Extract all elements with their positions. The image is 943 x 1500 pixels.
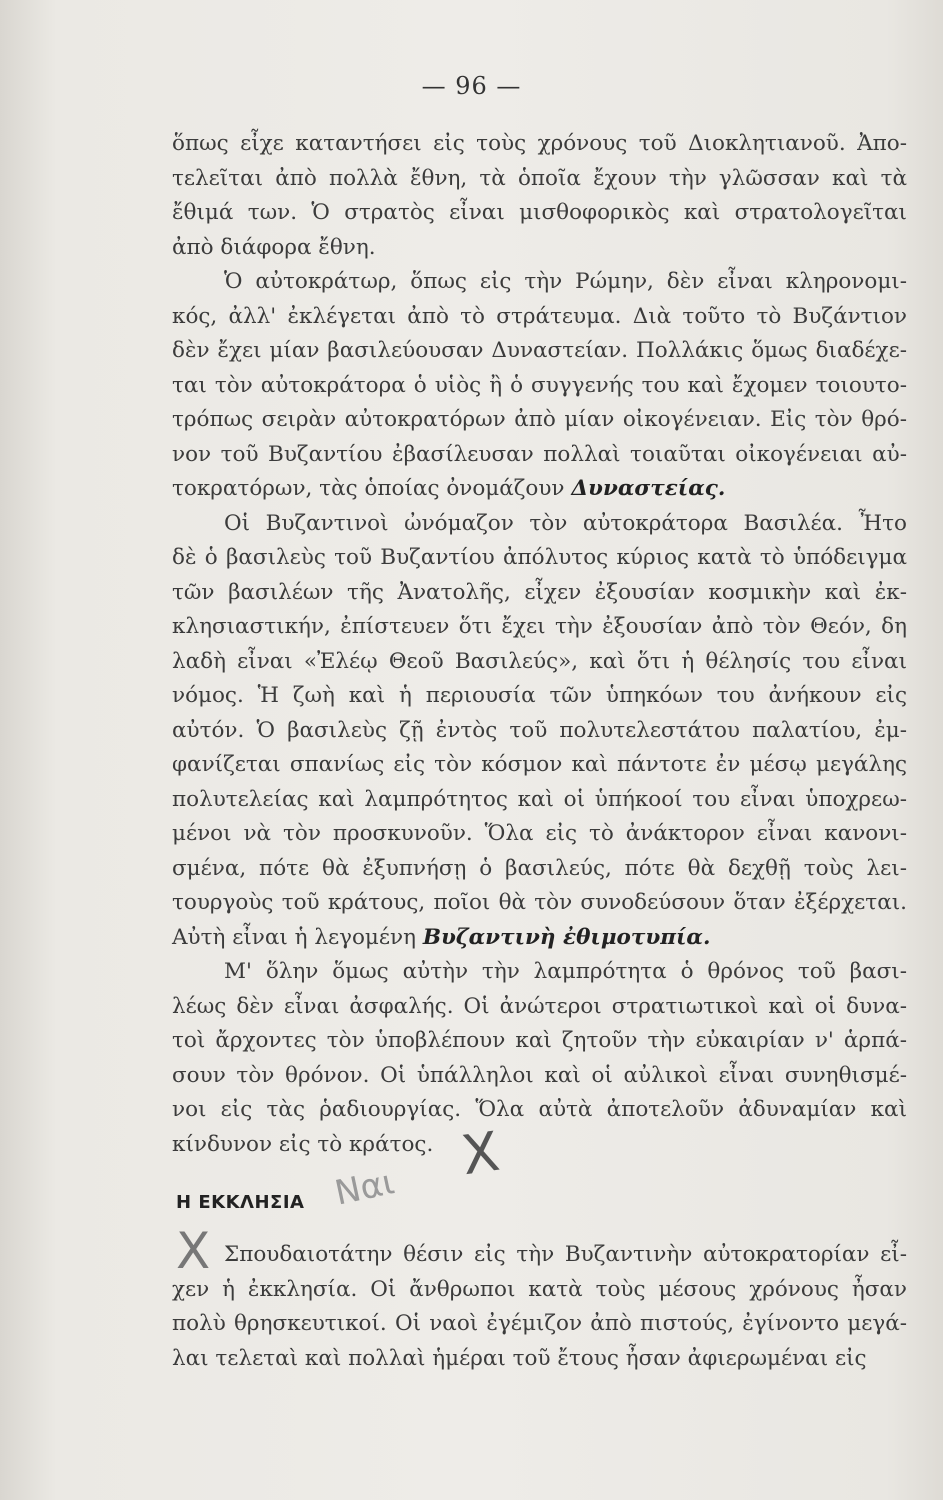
text-line — [172, 403, 907, 438]
handwritten-note: Ναι — [331, 1162, 398, 1214]
section-heading: Η ΕΚΚΛΗΣΙΑ — [176, 1192, 305, 1213]
text-line — [172, 852, 907, 887]
line-text: Αὐτὴ εἶναι ἡ λεγομένη — [172, 924, 416, 950]
line-text: λέως δὲν εἶναι ἀσφαλής. Οἱ ἀνώτεροι στρατιωτικοὶ καὶ οἱ δυνα- — [172, 993, 907, 1019]
text-line — [172, 679, 907, 714]
text-line — [172, 507, 907, 542]
text-line — [172, 300, 907, 335]
line-text: λαι τελεταὶ καὶ πολλαὶ ἡμέραι τοῦ ἔτους ἦσαν ἀφιερωμέναι εἰς — [172, 1345, 867, 1371]
text-line — [172, 576, 907, 611]
text-line — [172, 1059, 907, 1094]
line-text: αὐτόν. Ὁ βασιλεὺς ζῇ ἐντὸς τοῦ πολυτελεστάτου παλατίου, ἐμ- — [172, 717, 907, 743]
line-text: Σπουδαιοτάτην θέσιν εἰς τὴν Βυζαντινὴν αὐτοκρατορίαν εἶ- — [224, 1242, 907, 1267]
line-text: νοι εἰς τὰς ῥαδιουργίας. Ὅλα αὐτὰ ἀποτελοῦν ἀδυναμίαν καὶ — [172, 1097, 907, 1122]
line-text: φανίζεται σπανίως εἰς τὸν κόσμον καὶ πάντοτε ἐν μέσῳ μεγάλης — [172, 752, 907, 777]
text-line — [172, 714, 907, 749]
line-text: κίνδυνον εἰς τὸ κράτος. — [172, 1131, 434, 1157]
text-line — [172, 990, 907, 1025]
text-line — [172, 1024, 907, 1059]
text-line — [172, 1273, 907, 1308]
text-line — [172, 783, 907, 818]
page-number: — 96 — — [421, 72, 522, 100]
text-line — [172, 955, 907, 990]
line-text: τῶν βασιλέων τῆς Ἀνατολῆς, εἶχεν ἐξουσίαν κοσμικὴν καὶ ἐκ- — [172, 579, 907, 605]
line-text: δὲν ἔχει μίαν βασιλεύουσαν Δυναστείαν. Πολλάκις ὅμως διαδέχε- — [172, 338, 907, 363]
line-text: Μ' ὅλην ὅμως αὐτὴν τὴν λαμπρότητα ὁ θρόνος τοῦ βασι- — [224, 959, 907, 984]
text-line — [172, 196, 907, 231]
line-text: πολὺ θρησκευτικοί. Οἱ ναοὶ ἐγέμιζον ἀπὸ πιστούς, ἐγίνοντο μεγά- — [172, 1311, 907, 1336]
line-text: νον τοῦ Βυζαντίου ἐβασίλευσαν πολλαὶ τοιαῦται οἰκογένειαι αὐ- — [172, 441, 907, 467]
line-text: λαδὴ εἶναι «Ἐλέῳ Θεοῦ Βασιλεύς», καὶ ὅτι ἡ θέλησίς του εἶναι — [172, 648, 907, 674]
text-line — [172, 127, 907, 162]
line-text: τοκρατόρων, τὰς ὁποίας ὀνομάζουν — [172, 476, 565, 501]
handwritten-x-margin-mark: X — [176, 1222, 211, 1280]
text-line — [172, 1093, 907, 1128]
line-text: μένοι νὰ τὸν προσκυνοῦν. Ὅλα εἰς τὸ ἀνάκτορον εἶναι κανονι- — [172, 821, 907, 846]
text-line — [172, 921, 907, 956]
line-text: ὅπως εἶχε καταντήσει εἰς τοὺς χρόνους τοῦ Διοκλητιανοῦ. Ἀπο- — [172, 131, 907, 156]
text-line — [172, 817, 907, 852]
body-text-section-1 — [172, 127, 907, 1162]
line-text: ται τὸν αὐτοκράτορα ὁ υἱὸς ἢ ὁ συγγενής του καὶ ἔχομεν τοιουτο- — [172, 372, 907, 398]
emphasized-term: Βυζαντινὴ ἐθιμοτυπία. — [422, 924, 711, 950]
line-text: τελεῖται ἀπὸ πολλὰ ἔθνη, τὰ ὁποῖα ἔχουν τὴν γλῶσσαν καὶ τὰ — [172, 165, 907, 191]
body-text-section-2 — [172, 1238, 907, 1376]
line-text: σμένα, πότε θὰ ἐξυπνήσῃ ὁ βασιλεύς, πότε θὰ δεχθῇ τοὺς λει- — [172, 855, 907, 881]
text-line — [172, 541, 907, 576]
text-line — [172, 1342, 907, 1377]
emphasized-term: Δυναστείας. — [571, 476, 726, 501]
line-text: Ὁ αὐτοκράτωρ, ὅπως εἰς τὴν Ρώμην, δὲν εἶναι κληρονομι- — [224, 269, 907, 294]
line-text: τρόπως σειρὰν αὐτοκρατόρων ἀπὸ μίαν οἰκογένειαν. Εἰς τὸν θρό- — [172, 407, 907, 432]
line-text: ἔθιμά των. Ὁ στρατὸς εἶναι μισθοφορικὸς καὶ στρατολογεῖται — [172, 200, 907, 225]
line-text: κλησιαστικήν, ἐπίστευεν ὅτι ἔχει τὴν ἐξουσίαν ἀπὸ τὸν Θεόν, δη — [172, 614, 907, 639]
line-text: δὲ ὁ βασιλεὺς τοῦ Βυζαντίου ἀπόλυτος κύριος κατὰ τὸ ὑπόδειγμα — [172, 545, 907, 570]
text-line — [172, 1307, 907, 1342]
line-text: Οἱ Βυζαντινοὶ ὠνόμαζον τὸν αὐτοκράτορα Βασιλέα. Ἦτο — [224, 510, 907, 536]
text-line — [172, 1238, 907, 1273]
text-line — [172, 1128, 907, 1163]
line-text: κός, ἀλλ' ἐκλέγεται ἀπὸ τὸ στράτευμα. Διὰ τοῦτο τὸ Βυζάντιον — [172, 303, 907, 329]
line-text: πολυτελείας καὶ λαμπρότητος καὶ οἱ ὑπήκοοί του εἶναι ὑποχρεω- — [172, 786, 907, 812]
line-text: σουν τὸν θρόνον. Οἱ ὑπάλληλοι καὶ οἱ αὐλικοὶ εἶναι συνηθισμέ- — [172, 1062, 907, 1088]
text-line — [172, 645, 907, 680]
line-text: τοὶ ἄρχοντες τὸν ὑποβλέπουν καὶ ζητοῦν τὴν εὐκαιρίαν ν' ἁρπά- — [172, 1028, 907, 1053]
text-line — [172, 610, 907, 645]
line-text: τουργοὺς τοῦ κράτους, ποῖοι θὰ τὸν συνοδεύσουν ὅταν ἐξέρχεται. — [172, 890, 907, 915]
text-line — [172, 748, 907, 783]
line-text: ἀπὸ διάφορα ἔθνη. — [172, 234, 376, 260]
handwritten-x-mark: X — [457, 1119, 504, 1188]
text-line — [172, 886, 907, 921]
line-text: χεν ἡ ἐκκλησία. Οἱ ἄνθρωποι κατὰ τοὺς μέσους χρόνους ἦσαν — [172, 1276, 907, 1302]
text-line — [172, 369, 907, 404]
text-line — [172, 472, 907, 507]
text-line — [172, 231, 907, 266]
text-line — [172, 334, 907, 369]
text-line — [172, 265, 907, 300]
line-text: νόμος. Ἡ ζωὴ καὶ ἡ περιουσία τῶν ὑπηκόων του ἀνήκουν εἰς — [172, 683, 907, 708]
text-line — [172, 438, 907, 473]
text-line — [172, 162, 907, 197]
